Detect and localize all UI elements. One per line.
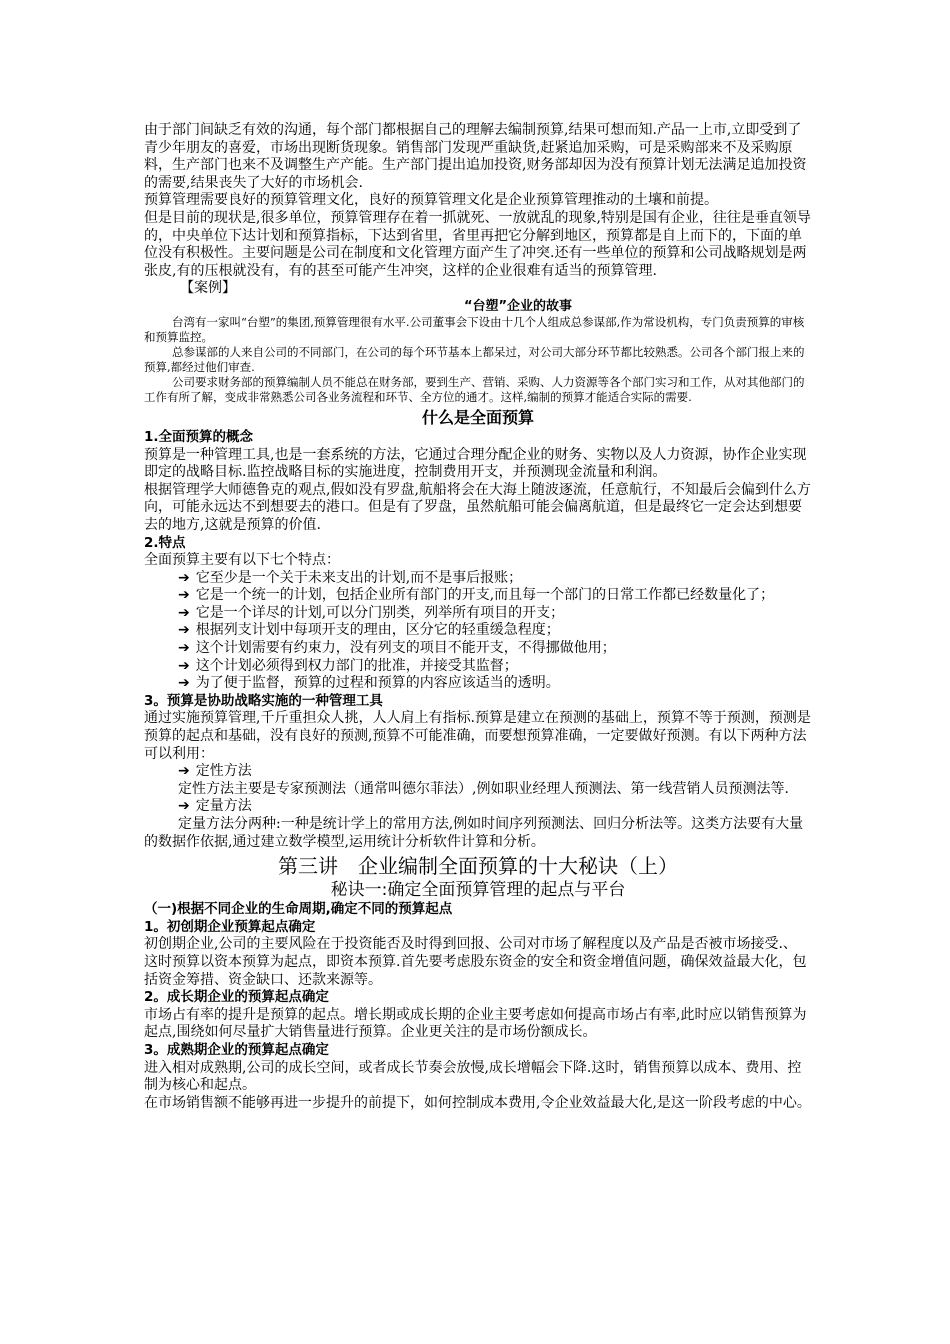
case-paragraph-2: 总参谋部的人来自公司的不同部门，在公司的每个环节基本上都呆过，对公司大部分环节都比较熟悉。公司各个部门报上来的预算,都经过他们审查. [144, 344, 805, 374]
feature-bullet: ➔ 为了便于监督，预算的过程和预算的内容应该适当的透明。 [178, 675, 560, 692]
intro-paragraph-2: 预算管理需要良好的预算管理文化，良好的预算管理文化是企业预算管理推动的土壤和前提。 [144, 192, 718, 209]
arrow-right-icon: ➔ [178, 569, 190, 586]
method-quantitative: ➔ 定量方法 [178, 798, 252, 815]
s1-heading: 1.全面预算的概念 [144, 428, 254, 445]
stage-1-paragraph-2: 这时预算以资本预算为起点，即资本预算.首先要考虑股东资金的安全和资金增值问题，确保效益最大化，包括资金筹措、资金缺口、还款来源等。 [144, 953, 807, 988]
arrow-right-icon: ➔ [178, 587, 190, 604]
feature-bullet: ➔ 这个计划必须得到权力部门的批准，并接受其监督； [178, 657, 518, 674]
stage-1-heading: 1。初创期企业预算起点确定 [144, 918, 316, 935]
arrow-right-icon: ➔ [178, 622, 190, 639]
arrow-right-icon: ➔ [178, 675, 190, 692]
case-paragraph-1: 台湾有一家叫“台塑”的集团,预算管理很有水平.公司董事会下设由十几个人组成总参谋部,作为常设机构，专门负责预算的审核和预算监控。 [144, 314, 805, 344]
s2-intro: 全面预算主要有以下七个特点： [144, 552, 340, 569]
feature-bullet: ➔ 它是一个统一的计划，包括企业所有部门的开支,而且每一个部门的日常工作都已经数量化了； [178, 587, 775, 604]
arrow-right-icon: ➔ [178, 657, 190, 674]
arrow-right-icon: ➔ [178, 604, 190, 621]
stage-1-paragraph-1: 初创期企业,公司的主要风险在于投资能否及时得到回报、公司对市场了解程度以及产品是否被市场接受.、 [144, 936, 797, 953]
s1-paragraph-1: 预算是一种管理工具,也是一套系统的方法，它通过合理分配企业的财务、实物以及人力资源，协作企业实现即定的战略目标.监控战略目标的实施进度，控制费用开支，并预测现金流量和利润。 [144, 446, 807, 481]
stage-2-heading: 2。成长期企业的预算起点确定 [144, 989, 329, 1006]
intro-paragraph-3: 但是目前的现状是,很多单位，预算管理存在着一抓就死、一放就乱的现象,特别是国有企业，往往是垂直领导的，中央单位下达计划和预算指标，下达到省里，省里再把它分解到地区，预算都是自上而下的，下面的单位没有积极性。主要问题是公司在制度和文化管理方面产生了冲突.还有一些单位的预算和公司战略规划是两张皮,有的压根就没有，有的甚至可能产生冲突，这样的企业很难有适当的预算管理. [144, 209, 811, 279]
s3-paragraph-1: 通过实施预算管理,千斤重担众人挑，人人肩上有指标.预算是建立在预测的基础上，预算不等于预测，预测是预算的起点和基础，没有良好的预测,预算不可能准确，而要想预算准确，一定要做好预测。有以下两种方法可以利用： [144, 710, 811, 762]
feature-bullet: ➔ 它至少是一个关于未来支出的计划,而不是事后报账； [178, 569, 523, 586]
feature-bullet: ➔ 这个计划需要有约束力，没有列支的项目不能开支，不得挪做他用； [178, 640, 616, 657]
feature-bullet: ➔ 它是一个详尽的计划,可以分门别类，列举所有项目的开支； [178, 604, 565, 621]
feature-bullet: ➔ 根据列支计划中每项开支的理由，区分它的轻重缓急程度； [178, 622, 560, 639]
arrow-right-icon: ➔ [178, 763, 190, 780]
lecture-title: 第三讲 企业编制全面预算的十大秘诀（上） [278, 854, 678, 879]
s3-heading: 3。预算是协助战略实施的一种管理工具 [144, 692, 383, 709]
method-qualitative: ➔ 定性方法 [178, 763, 252, 780]
case-story [144, 315, 812, 405]
s1-paragraph-2: 根据管理学大师德鲁克的观点,假如没有罗盘,航船将会在大海上随波逐流，任意航行，不知最后会偏到什么方向，可能永远达不到想要去的港口。但是有了罗盘，虽然航船可能会偏离航道，但是最终它一定会达到想要去的地方,这就是预算的价值. [144, 481, 811, 533]
s2-heading: 2.特点 [144, 534, 186, 551]
section-title: 什么是全面预算 [421, 407, 534, 427]
case-tag: 【案例】 [180, 280, 236, 297]
stage-3-paragraph-2: 在市场销售额不能够再进一步提升的前提下，如何控制成本费用,令企业效益最大化,是这一阶段考虑的中心。 [144, 1094, 811, 1111]
stage-3-paragraph-1: 进入相对成熟期,公司的成长空间，或者成长节奏会放慢,成长增幅会下降.这时，销售预算以成本、费用、控制为核心和起点。 [144, 1059, 802, 1094]
case-title: “台塑”企业的故事 [463, 298, 573, 314]
method-qualitative-text: 定性方法主要是专家预测法（通常叫德尔菲法）,例如职业经理人预测法、第一线营销人员预测法等. [178, 780, 789, 797]
arrow-right-icon: ➔ [178, 640, 190, 657]
document-page [144, 122, 812, 1112]
secret-1-title: 秘诀一:确定全面预算管理的起点与平台 [330, 880, 626, 901]
intro-paragraph-1: 由于部门间缺乏有效的沟通，每个部门都根据自己的理解去编制预算,结果可想而知.产品一上市,立即受到了青少年朋友的喜爱，市场出现断货现象。销售部门发现严重缺货,赶紧追加采购，可是采购部来不及采购原料，生产部门也来不及调整生产产能。生产部门提出追加投资,财务部却因为没有预算计划无法满足追加投资的需要,结果丧失了大好的市场机会. [144, 122, 807, 191]
stage-2-paragraph-1: 市场占有率的提升是预算的起点。增长期或成长期的企业主要考虑如何提高市场占有率,此时应以销售预算为起点,围绕如何尽量扩大销售量进行预算。企业更关注的是市场份额成长。 [144, 1006, 807, 1041]
method-quantitative-text: 定量方法分两种:一种是统计学上的常用方法,例如时间序列预测法、回归分析法等。这类方法要有大量的数据作依据,通过建立数学模型,运用统计分析软件计算和分析。 [144, 816, 804, 850]
case-paragraph-3: 公司要求财务部的预算编制人员不能总在财务部，要到生产、营销、采购、人力资源等各个部门实习和工作，从对其他部门的工作有所了解，变成非常熟悉公司各业务流程和环节、全方位的通才。这样,编制的预算才能适合实际的需要. [144, 374, 805, 404]
arrow-right-icon: ➔ [178, 798, 190, 815]
stage-3-heading: 3。成熟期企业的预算起点确定 [144, 1041, 329, 1058]
lecture-subheading: （一)根据不同企业的生命周期,确定不同的预算起点 [144, 901, 453, 918]
